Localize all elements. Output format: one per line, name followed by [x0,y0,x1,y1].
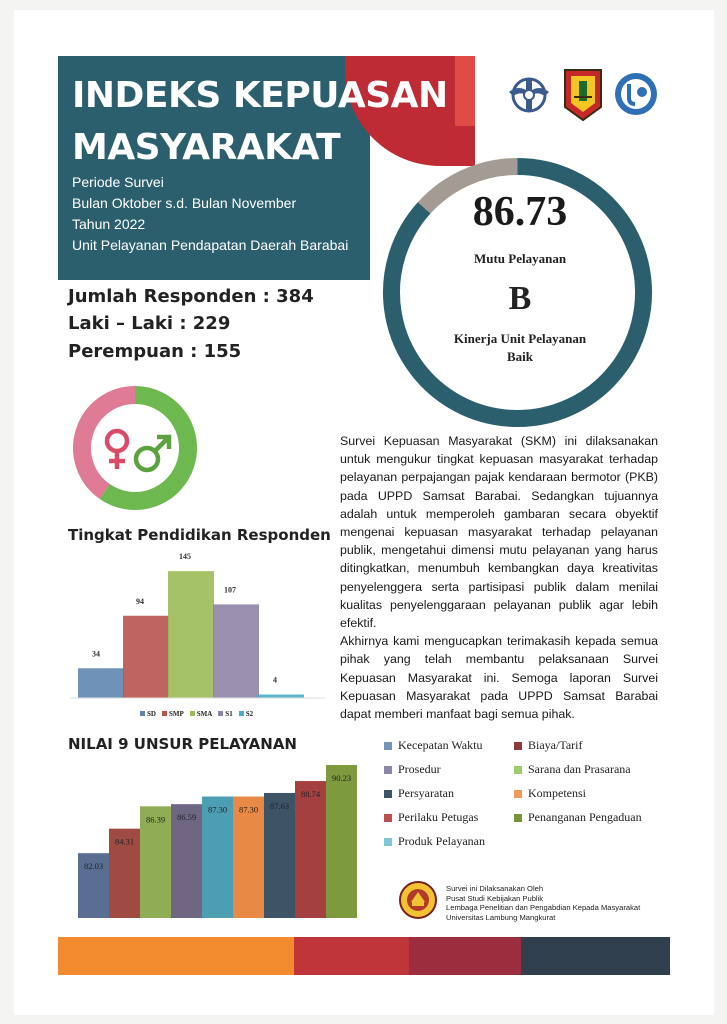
bank-kalsel-logo [612,70,660,118]
samsat-emblem-logo [505,72,553,118]
service-legend-swatch [514,766,522,774]
edu-legend-label: S2 [245,710,254,718]
service-legend-label: Sarana dan Prasarana [528,762,631,776]
edu-bar-s2 [258,695,304,699]
service-legend-label: Kompetensi [528,786,586,800]
edu-legend-item [239,710,253,718]
footer-bar-segment [521,937,670,975]
score-value: 86.73 [472,189,568,235]
service-bar [202,797,233,918]
service-bar-label: 86.39 [145,814,166,825]
service-bar [264,793,295,918]
description-paragraph-1: Survei Kepuasan Masyarakat (SKM) ini dilaksanakan untuk mengukur tingkat kepuasan masyarakat terhadap pelayanan perpajangan pajak kendaraan bermotor (PKB) pada UPPD Samsat Barabai. Sedangkan tujuannya adalah untuk memperoleh gambaran secara obyektif mengenai kepuasan masyarakat terhadap pelayanan publik, mengetahui dimensi mutu pelayanan yang harus ditingkatkan, menumbuh kembangkan daya kreativitas penyelenggera serta partisipasi publik dalam menilai kualitas penyelenggaraan pelayanan publik agar lebih efektif. [340,434,658,631]
female-respondents: Perempuan : 155 [68,341,242,362]
period-range: Bulan Oktober s.d. Bulan November [72,195,297,211]
service-legend-swatch [514,742,522,750]
edu-legend-swatch [140,711,145,716]
survey-credit [446,884,640,922]
service-legend-label: Produk Pelayanan [398,834,485,848]
service-bar-label: 87.63 [269,800,290,811]
edu-bar-label: 4 [273,675,277,685]
service-legend-swatch [384,766,392,774]
period-year: Tahun 2022 [72,216,146,232]
service-legend-swatch [384,838,392,846]
service-legend-swatch [384,742,392,750]
edu-bar-sd [78,668,124,698]
education-bar-chart [70,550,325,708]
credit-line-1: Survei ini Dilaksanakan Oleh [446,884,544,893]
edu-bar-label: 94 [136,596,144,606]
service-legend-item [514,738,582,753]
footer-bar-segment [294,937,409,975]
service-legend-item [384,834,485,849]
service-legend-swatch [384,790,392,798]
service-bar-label: 84.31 [114,836,135,847]
service-legend-item [384,738,482,753]
survey-period [72,172,348,256]
edu-legend-label: SD [147,710,156,718]
footer-color-bar [58,937,670,975]
service-bar [233,797,264,918]
survey-description [340,432,658,723]
footer-bar-segment [58,937,294,975]
edu-bar-smp [123,616,169,698]
service-chart-legend [384,738,684,858]
credit-line-2: Pusat Studi Kebijakan Publik [446,893,544,903]
service-bar-label: 87.30 [238,804,259,815]
performance-label-line1: Kinerja Unit Pelayanan [453,331,587,346]
service-legend-label: Penanganan Pengaduan [528,810,642,824]
service-elements-bar-chart [70,758,370,920]
service-legend-swatch [384,814,392,822]
service-legend-label: Kecepatan Waktu [398,738,483,752]
edu-legend-item [218,710,232,718]
service-quality-label: Mutu Pelayanan [473,251,567,266]
edu-bar-label: 145 [179,552,191,562]
service-legend-item [384,810,478,825]
edu-bar-sma [168,571,214,698]
footer-bar-segment [409,937,521,975]
service-legend-item [384,786,454,801]
service-legend-item [514,810,642,825]
service-unit: Unit Pelayanan Pendapatan Daerah Barabai [72,237,349,253]
education-chart-title: Tingkat Pendidikan Responden [68,526,331,544]
edu-legend-swatch [162,711,167,716]
edu-legend-item [140,710,156,718]
total-respondents: Jumlah Responden : 384 [68,286,314,307]
service-legend-item [514,762,631,777]
service-bar-label: 86.59 [176,812,197,823]
service-legend-label: Prosedur [398,762,441,776]
male-respondents: Laki – Laki : 229 [68,313,231,334]
edu-legend-swatch [190,711,195,716]
title-line-2: MASYARAKAT [72,127,341,168]
service-bar-label: 82.03 [83,861,104,872]
service-bar [326,765,357,918]
edu-bar-label: 107 [224,585,236,595]
service-bar-label: 87.30 [207,804,228,815]
university-seal-logo [398,880,438,920]
edu-legend-swatch [218,711,223,716]
service-legend-swatch [514,790,522,798]
male-icon [136,437,169,470]
service-bar-label: 88.74 [300,789,321,800]
edu-bar-s1 [213,604,259,698]
service-legend-label: Perilaku Petugas [398,810,479,824]
title-line-1: INDEKS KEPUASAN [72,75,448,116]
performance-label-line2: Baik [506,349,533,364]
service-bar-label: 90.23 [331,773,352,784]
service-chart-title: NILAI 9 UNSUR PELAYANAN [68,735,297,753]
description-paragraph-2: Akhirnya kami mengucapkan terimakasih kepada semua pihak yang telah membantu pelaksanaan Survei Kepuasan Masyarakat ini. Semoga laporan Survei Kepuasan Masyarakat pada UPPD Samsat Barabai dapat memberi manfaat bagi semua pihak. [340,634,658,722]
province-crest-logo [562,67,604,123]
female-icon [107,431,127,469]
education-chart-legend [140,710,253,718]
edu-legend-item [190,710,213,718]
service-grade: B [508,280,532,317]
service-legend-item [514,786,586,801]
edu-legend-item [162,710,184,718]
edu-legend-label: SMA [196,710,213,718]
service-legend-swatch [514,814,522,822]
service-legend-item [384,762,441,777]
gender-donut-chart [65,385,205,515]
performance-label [420,330,620,366]
service-bar [295,781,326,918]
service-legend-label: Biaya/Tarif [528,738,583,752]
edu-legend-swatch [239,711,244,716]
period-label: Periode Survei [72,174,164,190]
header-red-accent-edge [455,56,475,126]
edu-legend-label: SMP [168,710,184,718]
service-legend-label: Persyaratan [398,786,454,800]
credit-line-4: Universitas Lambung Mangkurat [446,912,556,922]
edu-bar-label: 34 [92,649,100,659]
credit-line-3: Lembaga Penelitian dan Pengabdian Kepada Masyarakat [446,903,641,913]
edu-legend-label: S1 [225,710,233,718]
